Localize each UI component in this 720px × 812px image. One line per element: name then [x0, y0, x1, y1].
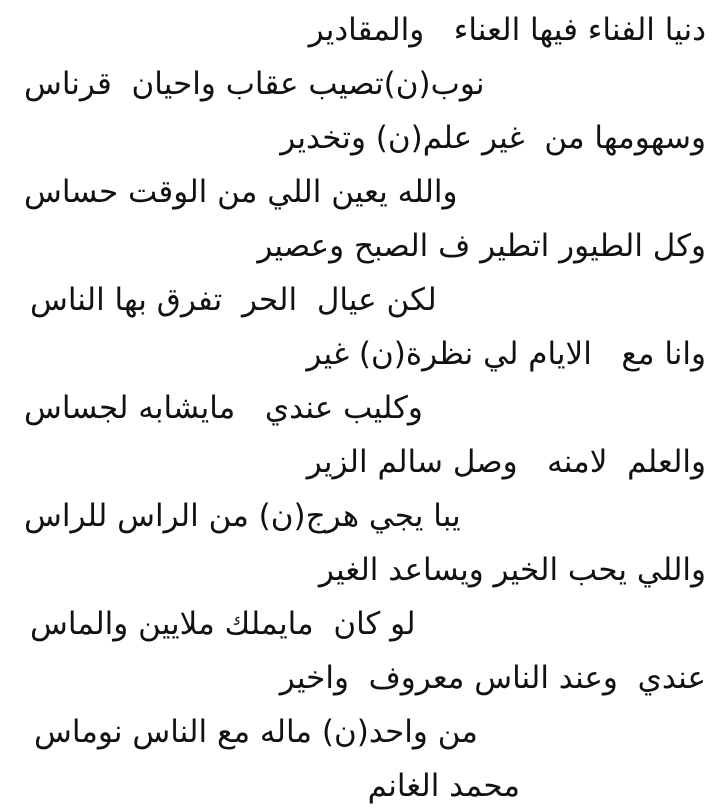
poem-line: وانا مع الايام لي نظرة(ن) غير: [306, 336, 706, 372]
poem-line: نوب(ن)تصيب عقاب واحيان قرناس: [24, 66, 485, 102]
poem-line: يبا يجي هرج(ن) من الراس للراس: [24, 498, 461, 534]
poem-line: واللي يحب الخير ويساعد الغير: [318, 552, 706, 588]
poem-line: لكن عيال الحر تفرق بها الناس: [30, 282, 437, 318]
poem-line: من واحد(ن) ماله مع الناس نوماس: [34, 714, 478, 750]
poem-line: والله يعين اللي من الوقت حساس: [24, 174, 458, 210]
poem-line: عندي وعند الناس معروف واخير: [279, 660, 706, 696]
poem-line: لو كان مايملك ملايين والماس: [30, 606, 416, 642]
poem-line: وكليب عندي مايشابه لجساس: [24, 390, 423, 426]
poem-line: والعلم لامنه وصل سالم الزير: [306, 444, 706, 480]
poem-line: وكل الطيور اتطير ف الصبح وعصير: [257, 228, 706, 264]
author-signature: محمد الغانم: [367, 768, 520, 804]
poem-line: وسهومها من غير علم(ن) وتخدير: [280, 120, 706, 156]
poem-line: دنيا الفناء فيها العناء والمقادير: [308, 12, 706, 48]
